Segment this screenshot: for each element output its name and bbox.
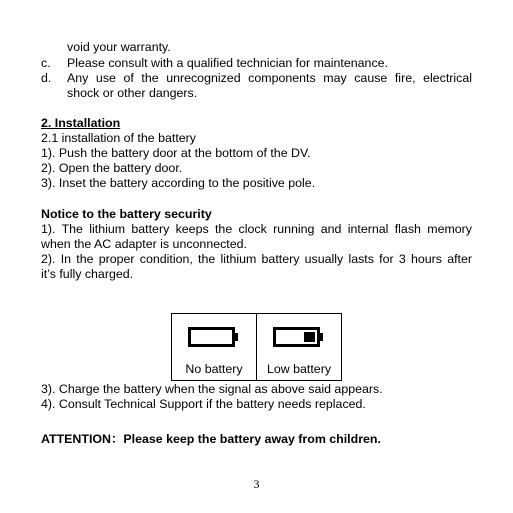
notice-heading: Notice to the battery security xyxy=(41,207,212,221)
list-marker-c: c. xyxy=(41,56,51,70)
battery-empty-icon xyxy=(188,326,240,348)
step-4-support: 4). Consult Technical Support if the battery needs replaced. xyxy=(41,397,366,411)
list-item-d-line1: Any use of the unrecognized components may cause fire, electrical xyxy=(67,71,472,85)
notice-paragraph-1-line1: 1). The lithium battery keeps the clock running and internal flash memory xyxy=(41,222,472,236)
section-heading-installation: 2. Installation xyxy=(41,116,121,130)
list-marker-d: d. xyxy=(41,71,52,85)
battery-indicator-table xyxy=(171,313,342,381)
low-battery-label: Low battery xyxy=(266,362,332,376)
list-item-d-line2: shock or other dangers. xyxy=(67,86,198,100)
battery-low-icon xyxy=(273,326,325,348)
notice-paragraph-1-line2: when the AC adapter is unconnected. xyxy=(41,237,247,251)
install-step-3: 3). Inset the battery according to the positive pole. xyxy=(41,176,316,190)
list-item-c: Please consult with a qualified technician for maintenance. xyxy=(67,56,388,70)
no-battery-cell xyxy=(172,314,256,380)
subheading-battery-installation: 2.1 installation of the battery xyxy=(41,131,196,145)
install-step-2: 2). Open the battery door. xyxy=(41,161,183,175)
no-battery-label: No battery xyxy=(185,362,243,376)
step-3-charge: 3). Charge the battery when the signal as above said appears. xyxy=(41,382,383,396)
warranty-continuation: void your warranty. xyxy=(67,40,171,54)
page-number: 3 xyxy=(253,477,260,491)
low-battery-cell xyxy=(256,314,341,380)
notice-paragraph-2-line2: it’s fully charged. xyxy=(41,267,134,281)
attention-warning: ATTENTION：Please keep the battery away from children. xyxy=(41,432,381,446)
install-step-1: 1). Push the battery door at the bottom of the DV. xyxy=(41,146,311,160)
notice-paragraph-2-line1: 2). In the proper condition, the lithium battery usually lasts for 3 hours after xyxy=(41,252,472,266)
